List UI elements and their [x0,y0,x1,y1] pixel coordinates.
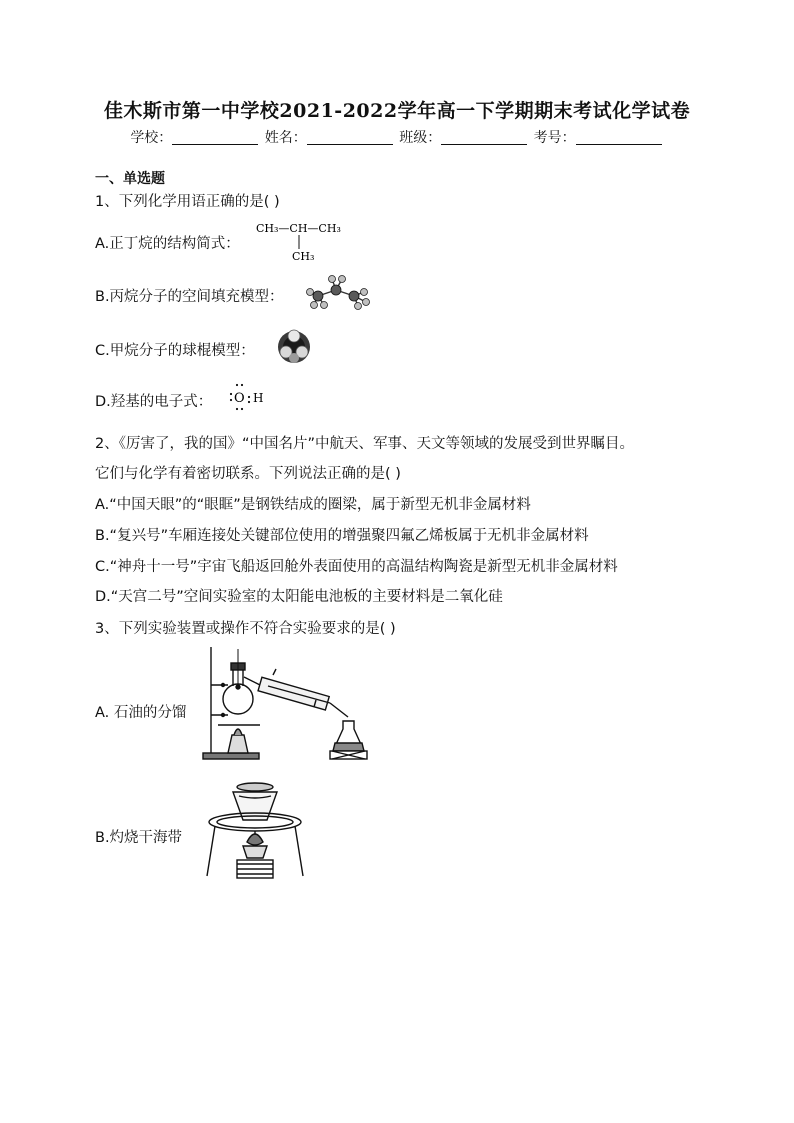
student-info-line [0,127,794,147]
oxygen-symbol: O [234,391,245,406]
formula-main-chain: CH₃—CH—CH₃ [256,222,341,235]
q1-option-b: B.丙烷分子的空间填充模型： [95,289,284,305]
page-title: 佳木斯市第一中学校2021-2022学年高一下学期期末考试化学试卷 [103,100,691,122]
q1-stem: 1、下列化学用语正确的是( ) [95,194,280,210]
class-blank [441,130,527,145]
q2-stem-line1: 2、《厉害了，我的国》“中国名片”中航天、军事、天文等领域的发展受到世界瞩目。 [95,436,634,452]
fractional-distillation-apparatus [198,645,368,770]
school-label: 学校： [130,130,173,146]
q3-option-b: B.灼烧干海带 [95,830,183,846]
name-label: 姓名： [264,130,307,146]
name-blank [307,130,393,145]
q2-option-a: A.“中国天眼”的“眼眶”是钢铁结成的圈梁，属于新型无机非金属材料 [95,497,531,513]
q1-option-c: C.甲烷分子的球棍模型： [95,343,255,359]
q3-stem: 3、下列实验装置或操作不符合实验要求的是( ) [95,621,396,637]
q1-option-a: A.正丁烷的结构简式： [95,236,240,252]
section-title: 一、单选题 [95,171,165,187]
hydroxyl-electron-formula [228,382,278,412]
class-label: 班级： [399,130,442,146]
q3-option-a: A. 石油的分馏 [95,705,187,721]
butane-structure-formula [256,220,366,264]
crucible-burning-apparatus [203,778,309,883]
q2-option-b: B.“复兴号”车厢连接处关键部位使用的增强聚四氟乙烯板属于无机非金属材料 [95,528,589,544]
q2-option-d: D.“天宫二号”空间实验室的太阳能电池板的主要材料是二氧化硅 [95,589,503,605]
exam-number-label: 考号： [533,130,576,146]
hydrogen-symbol: H [253,391,264,405]
formula-branch: CH₃ [292,250,315,263]
q2-stem-line2: 它们与化学有着密切联系。下列说法正确的是( ) [95,466,401,482]
school-blank [172,130,258,145]
q2-option-c: C.“神舟十一号”宇宙飞船返回舱外表面使用的高温结构陶瓷是新型无机非金属材料 [95,559,618,575]
methane-ball-stick-model [272,326,318,368]
propane-space-filling-model [302,272,376,316]
q1-option-d: D.羟基的电子式： [95,394,213,410]
exam-number-blank [576,130,662,145]
